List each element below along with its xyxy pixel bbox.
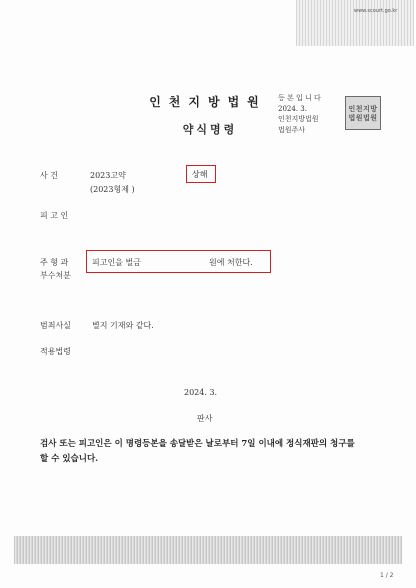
case-label: 사 건 [40, 171, 58, 180]
case-sub-number: (2023형제 ) [90, 185, 135, 194]
applicable-law-label: 적용법령 [40, 347, 71, 356]
judge-label: 판사 [197, 414, 213, 423]
bottom-barcode-strip [14, 536, 402, 564]
footer-date: 2024. 3. [184, 388, 218, 397]
seal-line-2: 법원법원 [348, 113, 378, 122]
top-watermark-strip [296, 0, 414, 46]
sentence-label-sub: 부수처분 [40, 271, 71, 280]
seal-line-1: 인천지방 [348, 104, 378, 113]
case-number: 2023고약 [90, 171, 126, 180]
certified-copy-date: 2024. 3. [278, 104, 307, 113]
document-type: 약식명령 [182, 123, 238, 136]
court-seal-icon [345, 96, 381, 130]
sentence-text-before: 피고인을 벌금 [92, 258, 141, 267]
notice-line-1: 검사 또는 피고인은 이 명령등본을 송달받은 날로부터 7일 이내에 정식재판의 청구를 [40, 439, 355, 449]
page-number: 1 / 2 [380, 572, 394, 579]
notice-line-2: 할 수 있습니다. [40, 454, 99, 464]
facts-label: 범죄사실 [40, 321, 71, 330]
defendant-label: 피 고 인 [40, 211, 69, 220]
certified-copy-court: 인천지방법원 [278, 115, 319, 123]
charge-value: 상해 [192, 170, 208, 179]
certified-copy-block [278, 93, 321, 135]
certified-copy-officer: 법원주사 [278, 125, 306, 134]
facts-value: 별지 기재와 같다. [92, 321, 154, 330]
certified-copy-stamp-text: 등 본 입 니 다 [278, 94, 321, 102]
court-title: 인천지방법원 [149, 95, 267, 109]
watermark-url: www.scourt.go.kr [354, 8, 398, 14]
sentence-label-main: 주 형 과 [40, 258, 69, 267]
notice-text [40, 437, 355, 467]
sentence-text-after: 원에 처한다. [209, 258, 253, 267]
